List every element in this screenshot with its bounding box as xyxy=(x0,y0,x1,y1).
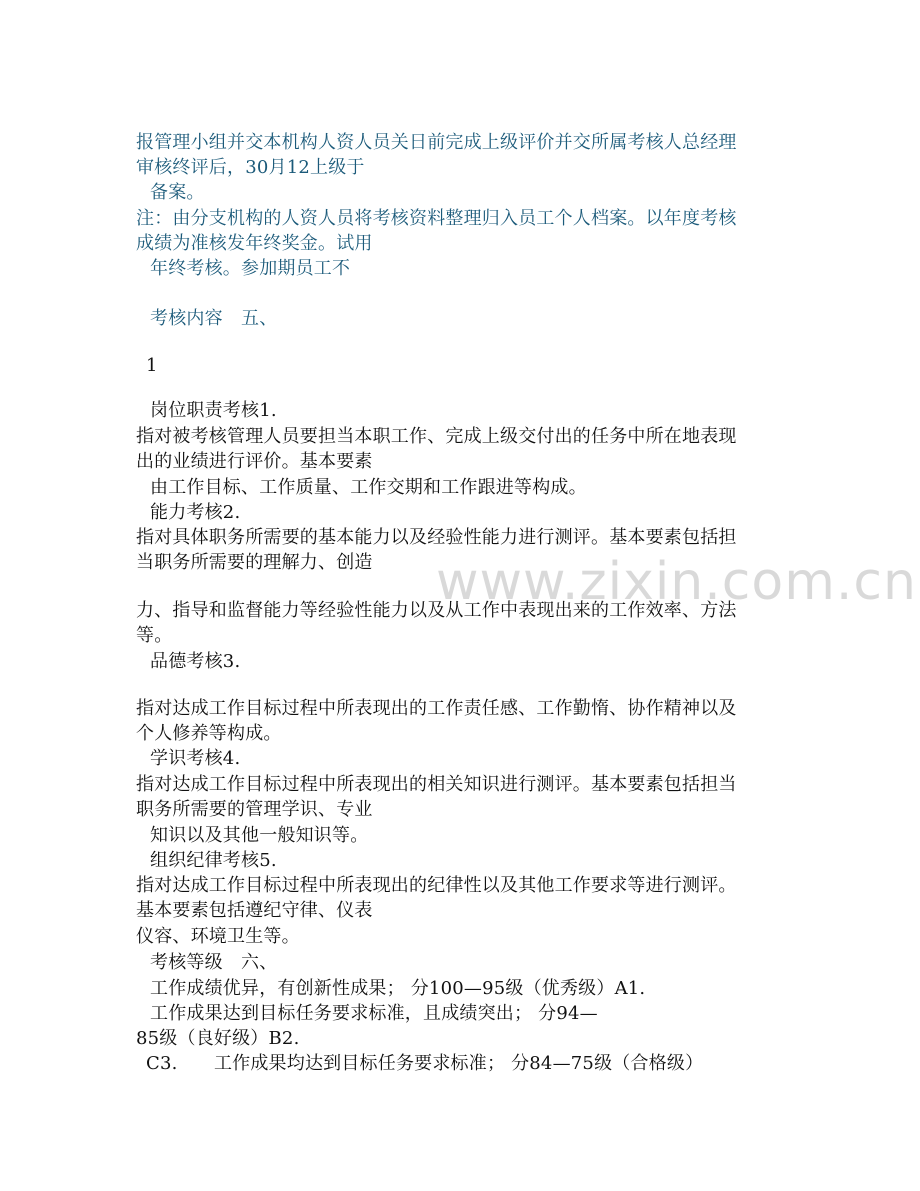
grade-line: 工作成绩优异，有创新性成果； 分100—95级（优秀级）A1. xyxy=(150,978,646,999)
text-line: 个人修养等构成。 xyxy=(136,723,282,744)
item-heading: 能力考核2. xyxy=(150,502,241,523)
text-line: 出的业绩进行评价。基本要素 xyxy=(136,451,373,472)
text-line: 年终考核。参加期员工不 xyxy=(150,258,351,279)
item-heading: 组织纪律考核5. xyxy=(150,850,277,871)
watermark: www.zixin.com.cn xyxy=(436,552,917,612)
text-line: 指对达成工作目标过程中所表现出的工作责任感、工作勤惰、协作精神以及 xyxy=(136,698,737,719)
text-line: 力、指导和监督能力等经验性能力以及从工作中表现出来的工作效率、方法 xyxy=(136,600,737,621)
text-line: 注：由分支机构的人资人员将考核资料整理归入员工个人档案。以年度考核 xyxy=(136,208,737,229)
text-line: 当职务所需要的理解力、创造 xyxy=(136,552,373,573)
grade-line: C3. 工作成果均达到目标任务要求标准； 分84—75级（合格级） xyxy=(146,1053,704,1074)
text-line: 指对具体职务所需要的基本能力以及经验性能力进行测评。基本要素包括担 xyxy=(136,527,737,548)
text-line: 指对达成工作目标过程中所表现出的相关知识进行测评。基本要素包括担当 xyxy=(136,774,737,795)
page-number: 1 xyxy=(146,355,158,376)
text-line: 仪容、环境卫生等。 xyxy=(136,926,300,947)
section-heading: 考核等级 六、 xyxy=(150,952,278,973)
text-line: 知识以及其他一般知识等。 xyxy=(150,825,369,846)
text-line: 职务所需要的管理学识、专业 xyxy=(136,799,373,820)
text-line: 备案。 xyxy=(150,182,205,203)
grade-line: 85级（良好级）B2. xyxy=(136,1028,300,1049)
section-heading: 考核内容 五、 xyxy=(150,308,278,329)
text-line: 指对达成工作目标过程中所表现出的纪律性以及其他工作要求等进行测评。 xyxy=(136,875,737,896)
text-line: 指对被考核管理人员要担当本职工作、完成上级交付出的任务中所在地表现 xyxy=(136,426,737,447)
item-heading: 岗位职责考核1. xyxy=(150,400,277,421)
grade-line: 工作成果达到目标任务要求标准，且成绩突出； 分94— xyxy=(150,1003,598,1024)
text-line: 成绩为准核发年终奖金。试用 xyxy=(136,233,373,254)
item-heading: 品德考核3. xyxy=(150,651,241,672)
text-line: 审核终评后，30月12上级于 xyxy=(136,157,365,178)
text-line: 报管理小组并交本机构人资人员关日前完成上级评价并交所属考核人总经理 xyxy=(136,132,737,153)
text-line: 由工作目标、工作质量、工作交期和工作跟进等构成。 xyxy=(150,477,587,498)
text-line: 基本要素包括遵纪守律、仪表 xyxy=(136,900,373,921)
item-heading: 学识考核4. xyxy=(150,748,241,769)
text-line: 等。 xyxy=(136,625,173,646)
